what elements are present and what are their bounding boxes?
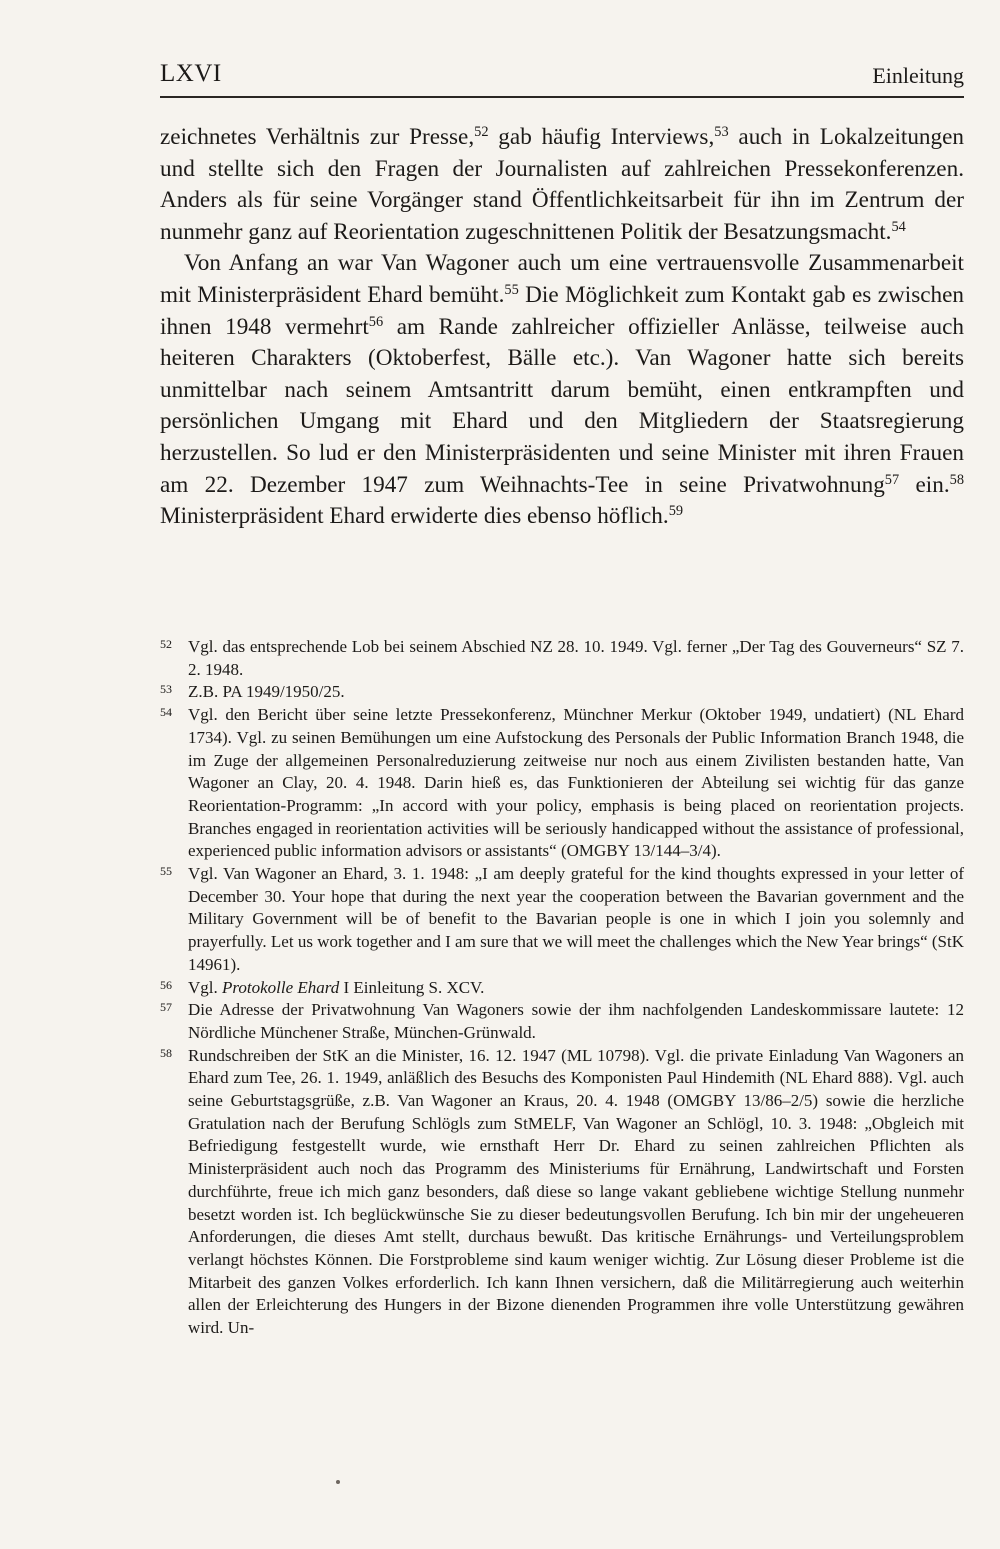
footnote-ref: 53	[714, 124, 729, 141]
text-run: auch in Lokalzeitungen und stellte sich den Fragen der Journalisten auf zahlreichen Pressekonferenzen. Anders als für seine Vorgänger stand Öffentlichkeitsarbeit für ihn im Zentrum der nunmehr ganz auf Reorientation zugeschnittenen Politik der Besatzungsmacht.	[160, 124, 965, 245]
running-header	[160, 60, 964, 98]
footnote-ref: 57	[884, 471, 900, 488]
footnote-text	[188, 999, 964, 1044]
text-run: Ministerpräsident Ehard erwiderte dies ebenso höflich.	[160, 503, 669, 530]
body-paragraph	[160, 248, 964, 532]
footnote-text	[188, 636, 964, 681]
footnote-number: 58	[160, 1045, 172, 1060]
text-run: Vgl.	[188, 977, 222, 997]
text-run: am Rande zahlreicher offizieller Anlässe, teilweise auch heiteren Charakters (Oktoberfest, Bälle etc.). Van Wagoner hatte sich bereits unmittelbar nach seinem Amtsantritt darum bemüht, einen entkrampften und persönlichen Umgang mit Ehard und den Mitgliedern der Staatsregierung herzustellen. So lud er den Ministerpräsidenten und seine Minister mit ihren Frauen am 22. Dezember 1947 zum Weihnachts-Tee in seine Privatwohnung	[160, 313, 964, 498]
footnote-number: 53	[160, 682, 172, 697]
footnote	[160, 704, 964, 863]
footnote-text	[188, 863, 964, 977]
footnote-number: 52	[160, 637, 172, 651]
footnote-text	[188, 977, 964, 1000]
text-run: I Einleitung S. XCV.	[339, 977, 485, 997]
footnote-ref: 55	[504, 282, 519, 299]
body-paragraph	[160, 122, 964, 248]
italic-title: Protokolle Ehard	[222, 977, 340, 997]
footnote-text	[188, 704, 964, 863]
footnote-ref: 52	[474, 124, 489, 141]
footnote-ref: 54	[891, 218, 906, 235]
text-run: Z.B. PA 1949/1950/25.	[188, 682, 345, 702]
text-run: Vgl. den Bericht über seine letzte Pressekonferenz, Münchner Merkur (Oktober 1949, undatiert) (NL Ehard 1734). Vgl. zu seinen Bemühungen um eine Aufstockung des Personals der Public Information Branch 1948, die im Zuge der allgemeinen Personalreduzierung zeitweise nur noch aus einem Zivilisten bestanden hatte, Van Wagoner an Clay, 20. 4. 1948. Darin hieß es, das Funktionieren der Abteilung sei wichtig für das ganze Reorientation-Programm: „In accord with your policy, emphasis is being placed on reorientation projects. Branches engaged in reorientation activities will be seriously handicapped without the assistance of professional, experienced public information advisors or assistants“ (OMGBY 13/144–3/4).	[188, 705, 964, 861]
text-run: zeichnetes Verhältnis zur Presse,	[160, 124, 475, 150]
footnote-ref: 56	[368, 313, 384, 330]
footnote	[160, 863, 964, 977]
footnote	[160, 681, 964, 704]
footnote-number: 56	[160, 977, 172, 992]
text-run: Die Adresse der Privatwohnung Van Wagoners sowie der ihm nachfolgenden Landeskommissare lautete: 12 Nördliche Münchener Straße, München-Grünwald.	[188, 1000, 964, 1042]
footnotes	[160, 636, 964, 1340]
footnote	[160, 977, 964, 1000]
main-text	[160, 122, 964, 533]
section-title: Einleitung	[872, 63, 964, 88]
footnote-number: 55	[160, 864, 172, 879]
footnote-number: 57	[160, 1000, 172, 1015]
text-run: ein.	[899, 471, 950, 498]
footnote	[160, 636, 964, 681]
footnote-text	[188, 1045, 964, 1340]
footnote	[160, 999, 964, 1044]
text-run: Vgl. Van Wagoner an Ehard, 3. 1. 1948: „I am deeply grateful for the kind thoughts expressed in your letter of December 30. Your hope that during the next year the cooperation between the Bavarian government and the Military Government will be of benefit to the Bavarian people is one in which I join you solemnly and prayerfully. Let us work together and I am sure that we will meet the challenges which the New Year brings“ (StK 14961).	[188, 864, 964, 974]
footnote-ref: 59	[668, 503, 684, 520]
text-run: Die Möglichkeit zum Kontakt gab es zwischen ihnen 1948 vermehrt	[160, 281, 964, 340]
text-run: Rundschreiben der StK an die Minister, 16. 12. 1947 (ML 10798). Vgl. die private Einladung Van Wagoners an Ehard zum Tee, 26. 1. 1949, anläßlich des Besuchs des Komponisten Paul Hindemith (NL Ehard 888). Vgl. auch seine Geburtstagsgrüße, z.B. Van Wagoner an Kraus, 20. 4. 1948 (OMGBY 13/86–2/5) sowie die herzliche Gratulation nach der Berufung Schlögls zum StMELF, Van Wagoner an Schlögl, 10. 3. 1948: „Obgleich mit Befriedigung festgestellt wurde, wie ernsthaft Herr Dr. Ehard zu seinen zahlreichen Pflichten als Ministerpräsident auch noch das Programm des Ministeriums für Ernährung, Landwirtschaft und Forsten durchführte, freue ich mich ganz besonders, daß diese so lange vakant gebliebene wichtige Stellung nunmehr besetzt worden ist. Ich beglückwünsche Sie zu dieser bedeutungsvollen Berufung. Ich bin mir der ungeheueren Anforderungen, die dieses Amt stellt, durchaus bewußt. Das kritische Ernährungs- und Verteilungsproblem verlangt höchstes Können. Die Forstprobleme sind kaum weniger wichtig. Zur Lösung dieser Probleme ist die Mitarbeit des ganzen Volkes erforderlich. Ich kann Ihnen versichern, daß die Militärregierung auch weiterhin allen der Erleichterung des Hungers in der Bizone dienenden Programmen ihre volle Unterstützung gewähren wird. Un-	[188, 1045, 964, 1338]
page-number: LXVI	[160, 60, 222, 87]
text-run: Von Anfang an war Van Wagoner auch um eine vertrauensvolle Zusammenarbeit mit Ministerpräsident Ehard bemüht.	[160, 250, 964, 308]
text-run: Vgl. das entsprechende Lob bei seinem Abschied NZ 28. 10. 1949. Vgl. ferner „Der Tag des Gouverneurs“ SZ 7. 2. 1948.	[188, 637, 964, 679]
text-run: gab häufig Interviews,	[488, 124, 715, 150]
footnote-ref: 58	[949, 471, 964, 488]
paper-speck	[336, 1480, 340, 1484]
footnote-number: 54	[160, 705, 172, 720]
footnote	[160, 1045, 964, 1340]
footnote-text	[188, 681, 964, 704]
